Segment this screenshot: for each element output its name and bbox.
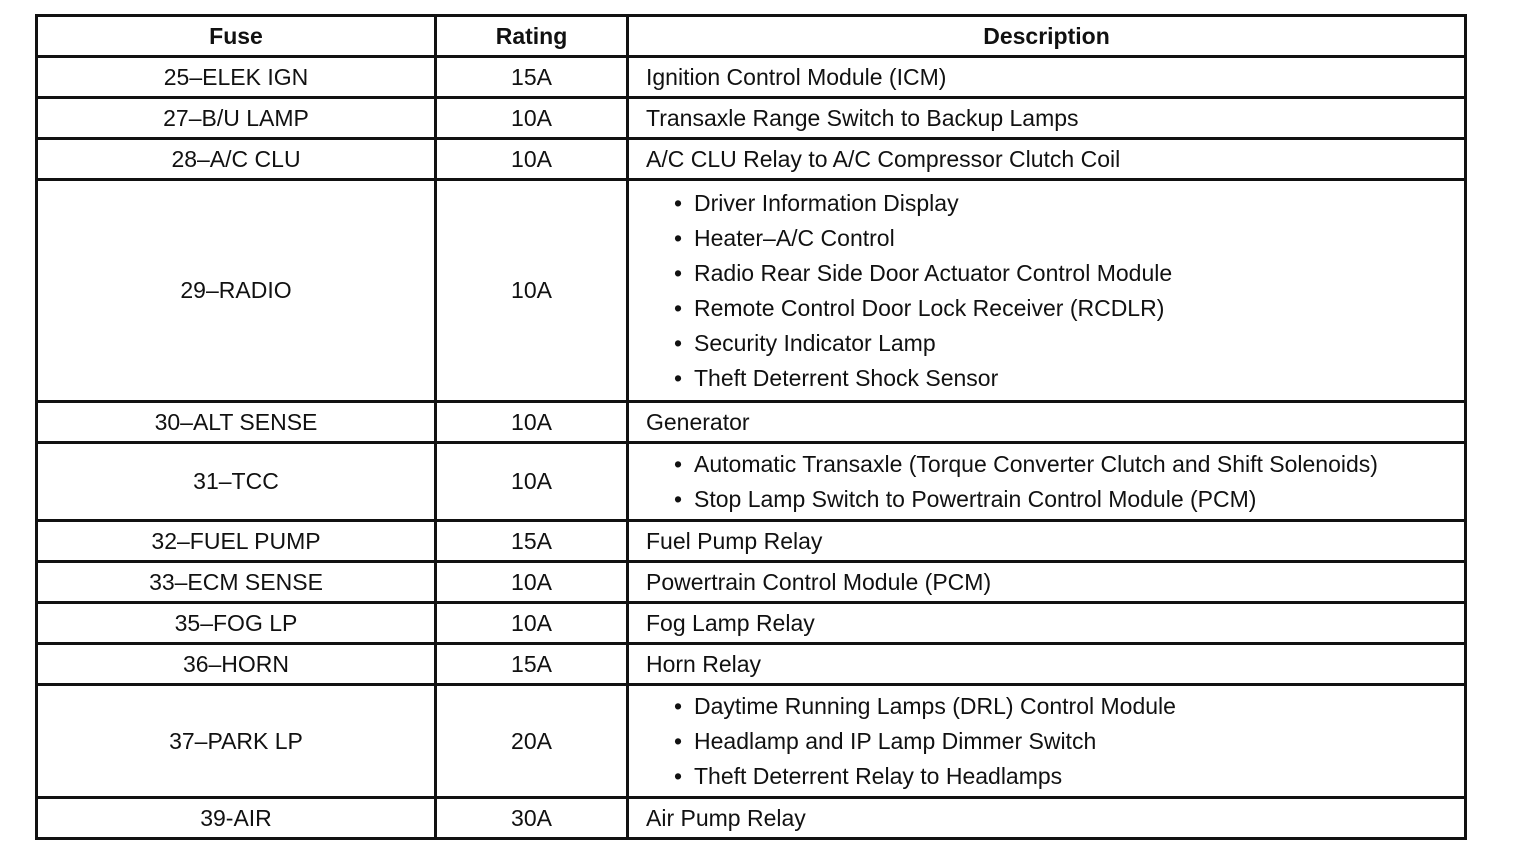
bullet-item: • Radio Rear Side Door Actuator Control Module — [674, 256, 1172, 291]
bullet-item: • Daytime Running Lamps (DRL) Control Module — [674, 689, 1176, 724]
table-row — [38, 99, 1464, 140]
rating-cell: 10A — [437, 444, 629, 519]
rating-cell: 10A — [437, 181, 629, 400]
bullet-item: • Remote Control Door Lock Receiver (RCDLR) — [674, 291, 1172, 326]
bullet-list — [646, 186, 1172, 396]
table-row — [38, 522, 1464, 563]
bullet-item: • Headlamp and IP Lamp Dimmer Switch — [674, 724, 1176, 759]
fuse-cell: 37–PARK LP — [38, 686, 437, 796]
fuse-cell: 28–A/C CLU — [38, 140, 437, 178]
bullet-list — [646, 689, 1176, 794]
table-row — [38, 58, 1464, 99]
fuse-table — [35, 14, 1467, 840]
description-cell: Generator — [646, 408, 750, 435]
table-row — [38, 403, 1464, 444]
bullet-item: • Theft Deterrent Shock Sensor — [674, 361, 1172, 396]
fuse-cell: 32–FUEL PUMP — [38, 522, 437, 560]
table-row — [38, 686, 1464, 799]
rating-cell: 15A — [437, 645, 629, 683]
bullet-item: • Theft Deterrent Relay to Headlamps — [674, 759, 1176, 794]
header-rating: Rating — [437, 17, 629, 55]
fuse-cell: 36–HORN — [38, 645, 437, 683]
bullet-item: • Automatic Transaxle (Torque Converter Clutch and Shift Solenoids) — [674, 447, 1378, 482]
rating-cell: 10A — [437, 403, 629, 441]
bullet-item: • Driver Information Display — [674, 186, 1172, 221]
rating-cell: 30A — [437, 799, 629, 837]
header-fuse: Fuse — [38, 17, 437, 55]
description-cell: Transaxle Range Switch to Backup Lamps — [646, 104, 1079, 131]
fuse-cell: 31–TCC — [38, 444, 437, 519]
fuse-cell: 39-AIR — [38, 799, 437, 837]
description-cell: Fog Lamp Relay — [646, 609, 815, 636]
header-description: Description — [983, 22, 1110, 49]
table-header-row — [38, 17, 1464, 58]
description-cell: Powertrain Control Module (PCM) — [646, 568, 992, 595]
rating-cell: 20A — [437, 686, 629, 796]
bullet-item: • Security Indicator Lamp — [674, 326, 1172, 361]
table-row — [38, 563, 1464, 604]
rating-cell: 10A — [437, 604, 629, 642]
description-cell — [629, 686, 1464, 796]
bullet-item: • Stop Lamp Switch to Powertrain Control Module (PCM) — [674, 482, 1378, 517]
table-row — [38, 604, 1464, 645]
table-row — [38, 181, 1464, 403]
description-cell: Horn Relay — [646, 650, 762, 677]
fuse-cell: 29–RADIO — [38, 181, 437, 400]
table-row — [38, 645, 1464, 686]
description-cell: Air Pump Relay — [646, 804, 806, 831]
description-cell: A/C CLU Relay to A/C Compressor Clutch Coil — [646, 145, 1121, 172]
description-cell — [629, 444, 1464, 519]
table-row — [38, 444, 1464, 522]
fuse-cell: 30–ALT SENSE — [38, 403, 437, 441]
description-cell: Fuel Pump Relay — [646, 527, 823, 554]
bullet-item: • Heater–A/C Control — [674, 221, 1172, 256]
fuse-cell: 35–FOG LP — [38, 604, 437, 642]
fuse-cell: 25–ELEK IGN — [38, 58, 437, 96]
table-row — [38, 140, 1464, 181]
fuse-cell: 33–ECM SENSE — [38, 563, 437, 601]
rating-cell: 10A — [437, 99, 629, 137]
rating-cell: 10A — [437, 140, 629, 178]
rating-cell: 10A — [437, 563, 629, 601]
rating-cell: 15A — [437, 58, 629, 96]
fuse-cell: 27–B/U LAMP — [38, 99, 437, 137]
bullet-list — [646, 447, 1378, 517]
description-cell: Ignition Control Module (ICM) — [646, 63, 947, 90]
table-row — [38, 799, 1464, 840]
rating-cell: 15A — [437, 522, 629, 560]
description-cell — [629, 181, 1464, 400]
